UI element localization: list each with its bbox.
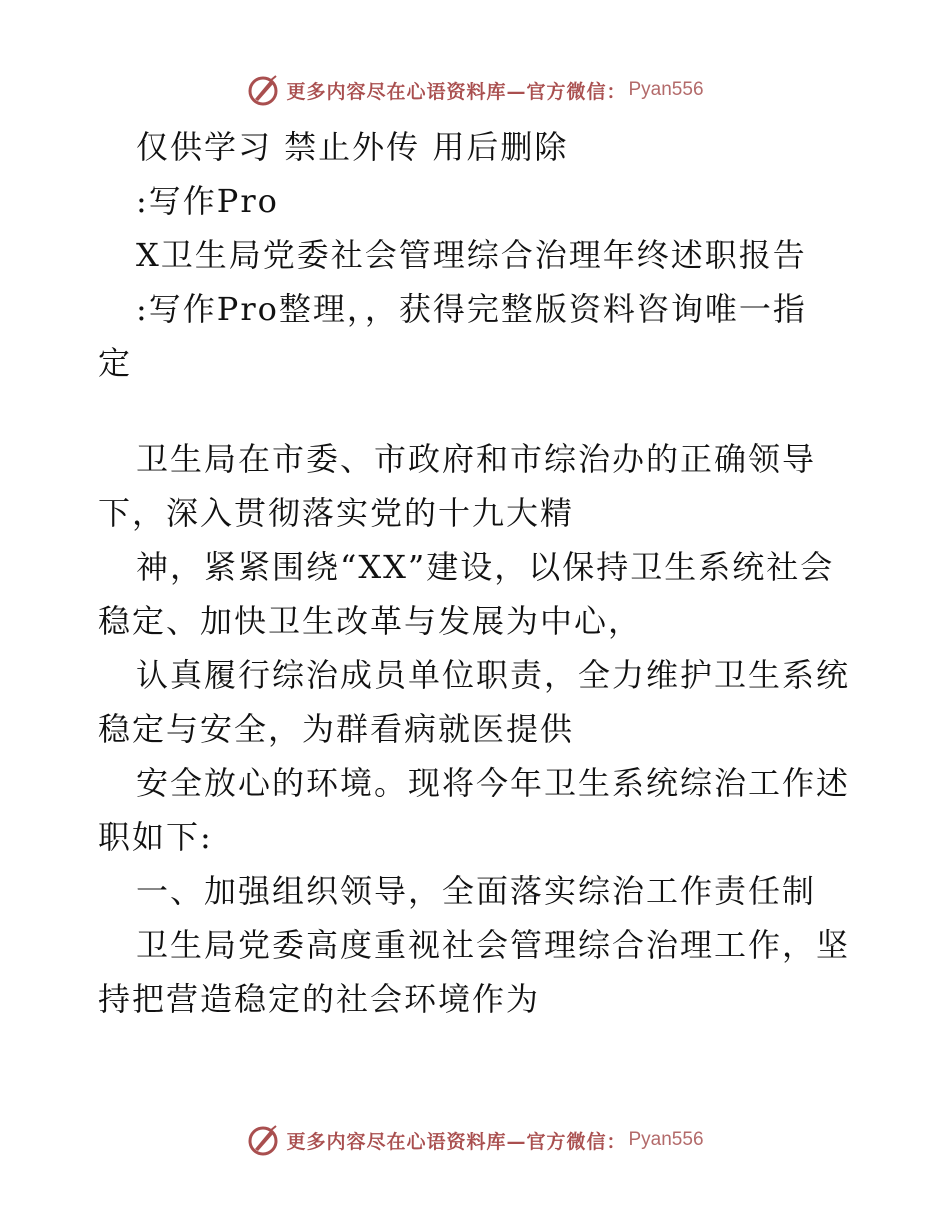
source-note-continuation: 定 [98, 344, 133, 382]
paragraph-line: 持把营造稳定的社会环境作为 [98, 980, 541, 1018]
source-line: :写作Pro [136, 182, 279, 220]
quill-seal-icon [246, 73, 280, 107]
banner-wechat-id: Pyan556 [628, 79, 704, 100]
header-watermark-banner [0, 70, 950, 110]
source-note-line: :写作Pro整理，，获得完整版资料咨询唯一指 [136, 290, 807, 328]
footer-watermark-banner [0, 1120, 950, 1160]
section-heading: 一、加强组织领导，全面落实综治工作责任制 [136, 872, 817, 910]
quill-seal-icon [246, 1123, 280, 1157]
banner-wechat-id: Pyan556 [628, 1129, 704, 1150]
banner-text: 更多内容尽在心语资料库—官方微信： [286, 1130, 627, 1153]
paragraph-line: 卫生局在市委、市政府和市综治办的正确领导 [136, 440, 817, 478]
paragraph-gap [98, 390, 858, 432]
paragraph-line: 认真履行综治成员单位职责，全力维护卫生系统 [136, 656, 851, 694]
paragraph-line: 稳定与安全，为群看病就医提供 [98, 710, 575, 748]
document-body [98, 120, 858, 1026]
paragraph-line: 安全放心的环境。现将今年卫生系统综治工作述 [136, 764, 851, 802]
paragraph-line: 卫生局党委高度重视社会管理综合治理工作，坚 [136, 926, 851, 964]
paragraph-line: 下，深入贯彻落实党的十九大精 [98, 494, 575, 532]
notice-line: 仅供学习 禁止外传 用后删除 [136, 128, 569, 166]
banner-text: 更多内容尽在心语资料库—官方微信： [286, 80, 627, 103]
paragraph-line: 稳定、加快卫生改革与发展为中心， [98, 602, 643, 640]
paragraph-line: 职如下: [98, 818, 213, 856]
document-title: X卫生局党委社会管理综合治理年终述职报告 [136, 236, 807, 274]
paragraph-line: 神，紧紧围绕“XX”建设，以保持卫生系统社会 [136, 548, 835, 586]
